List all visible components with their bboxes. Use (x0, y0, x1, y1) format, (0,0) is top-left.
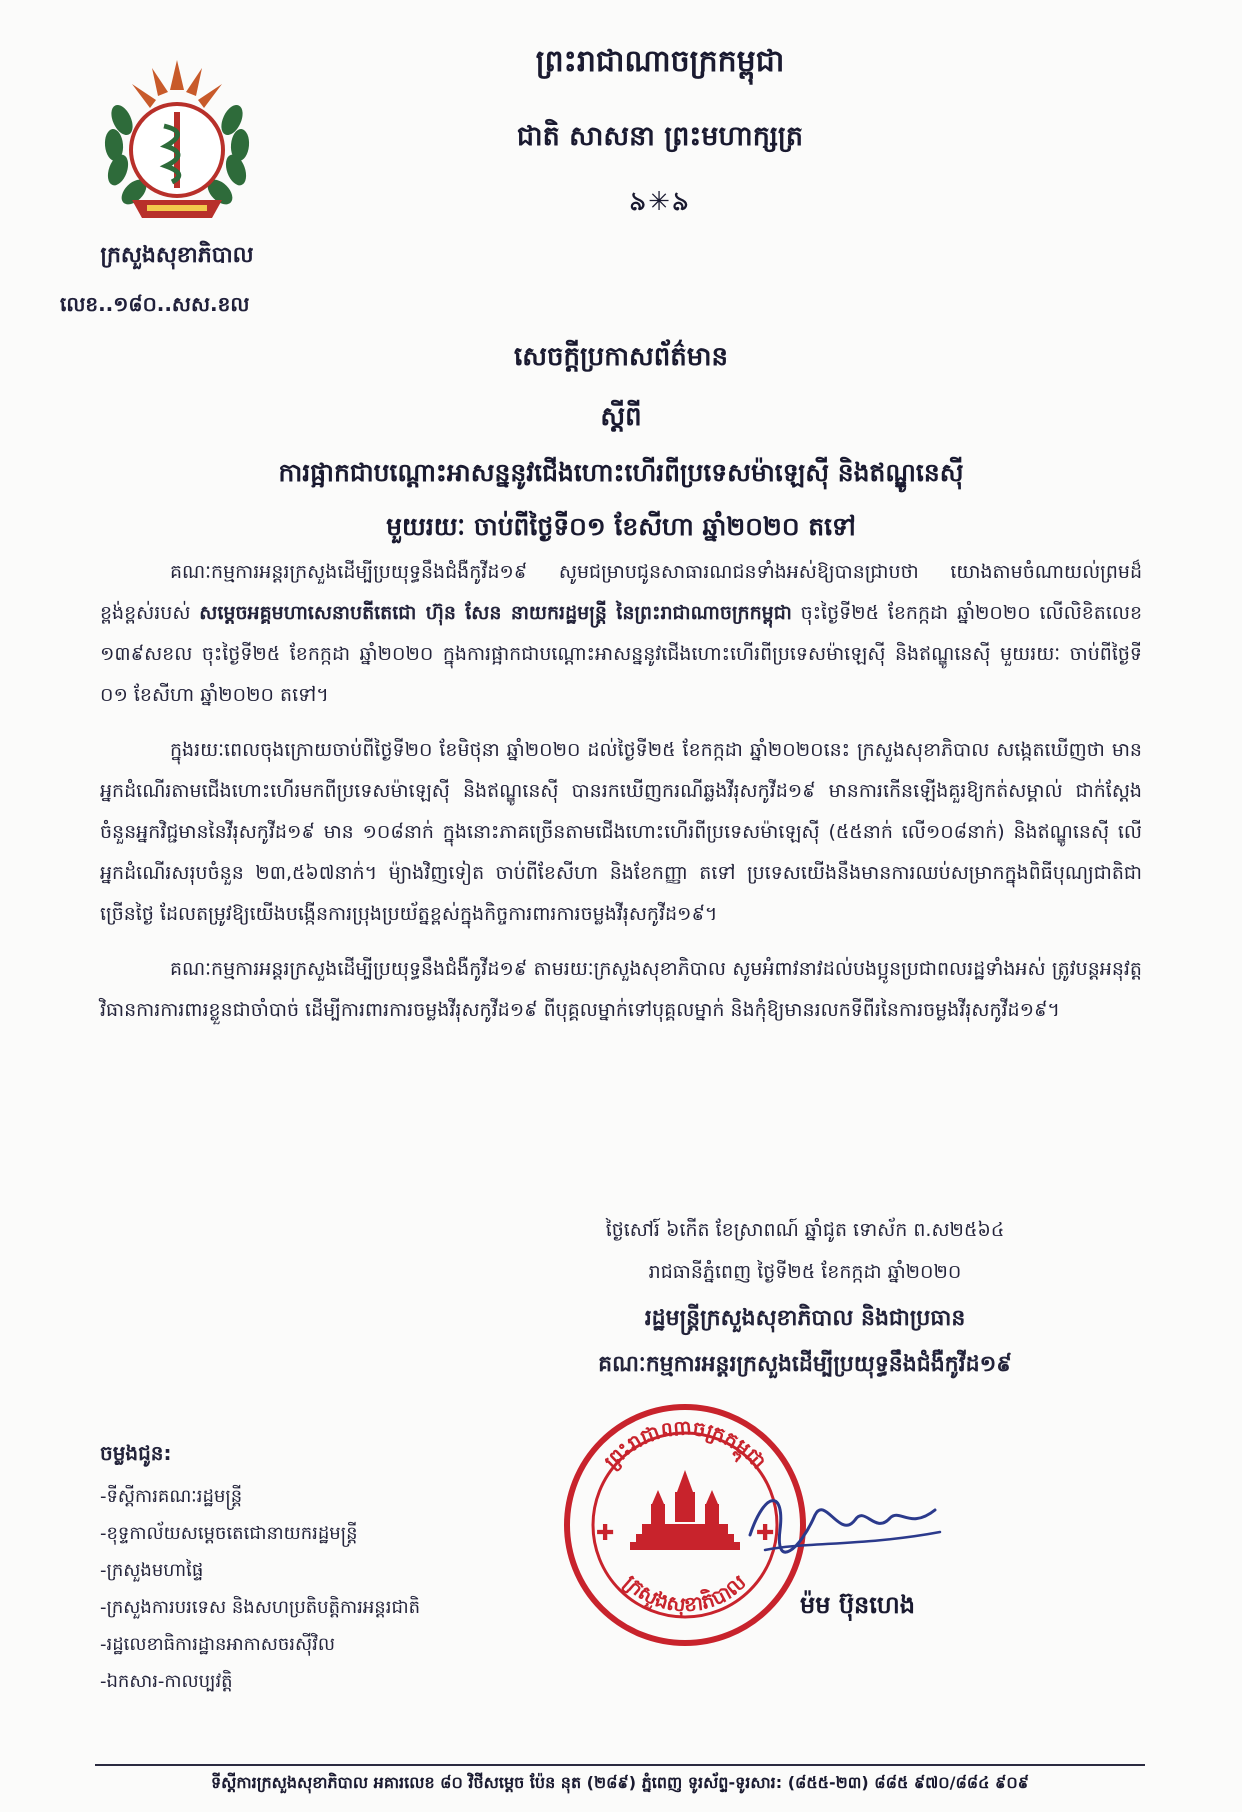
svg-text:ក្រសួងសុខាភិបាល (619, 1570, 751, 1619)
national-motto: ជាតិ សាសនា ព្រះមហាក្សត្រ (516, 121, 804, 152)
svg-text:✚: ✚ (596, 1521, 615, 1546)
document-body (100, 552, 1142, 1045)
handwritten-signature-icon (745, 1480, 945, 1570)
reference-number: លេខ..១៨០..សស.ខល (60, 292, 250, 316)
list-item: -ក្រសួងការបរទេស និងសហប្រតិបត្តិការអន្តរជាតិ (100, 1597, 421, 1618)
kingdom-name: ព្រះរាជាណាចក្រកម្ពុជា (535, 44, 785, 79)
footer-divider (95, 1764, 1145, 1766)
signer-name: ម៉ម ប៊ុនហេង (800, 1591, 915, 1619)
footer-address: ទីស្តីការក្រសួងសុខាភិបាល អគារលេខ ៨០ វិថីសម្តេច ប៉ែន នុត (២៨៩) ភ្នំពេញ ទូរស័ព្ទ-ទូរសារ: (៨៥៥-២៣) ៨៨៥ ៩៧០/៨៨៤ ៩០៩ (210, 1773, 1030, 1792)
paragraph-1 (100, 552, 1142, 716)
signer-position-1: រដ្ឋមន្ត្រីក្រសួងសុខាភិបាល និងជាប្រធាន (644, 1306, 966, 1331)
paragraph-1-text-b: ចុះថ្ងៃទី២៥ ខែកក្កដា ឆ្នាំ២០២០ លើលិខិតលេខ ១៣៩សខល ចុះថ្ងៃទី២៥ ខែកក្កដា ឆ្នាំ២០២០ ក្នុងការផ្អាកជាបណ្តោះអាសន្ននូវជើងហោះហើរពីប្រទេសម៉ាឡេស៊ី និងឥណ្ឌូនេស៊ី មួយរយៈ ចាប់ពីថ្ងៃទី ០១ ខែសីហា ឆ្នាំ២០២០ តទៅ។ (100, 602, 1143, 706)
paragraph-2: ក្នុងរយៈពេលចុងក្រោយចាប់ពីថ្ងៃទី២០ ខែមិថុនា ឆ្នាំ២០២០ ដល់ថ្ងៃទី២៥ ខែកក្កដា ឆ្នាំ២០២០នេះ ក្រសួងសុខាភិបាល សង្កេតឃើញថា មានអ្នកដំណើរតាមជើងហោះហើរមកពីប្រទេសម៉ាឡេស៊ី និងឥណ្ឌូនេស៊ី បានរកឃើញករណីឆ្លងវីរុសកូវីដ១៩ មានការកើនឡើងគួរឱ្យកត់សម្គាល់ ជាក់ស្តែងចំនួនអ្នកវិជ្ជមាននៃវីរុសកូវីដ១៩ មាន ១០៨នាក់ ក្នុងនោះភាគច្រើនតាមជើងហោះហើរពីប្រទេសម៉ាឡេស៊ី (៥៥នាក់ លើ១០៨នាក់) និងឥណ្ឌូនេស៊ី លើអ្នកដំណើរសរុបចំនួន ២៣,៥៦៧នាក់។ ម៉្យាងវិញទៀត ចាប់ពីខែសីហា និងខែកញ្ញា តទៅ ប្រទេសយើងនឹងមានការឈប់សម្រាកក្នុងពិធីបុណ្យជាតិជាច្រើនថ្ងៃ ដែលតម្រូវឱ្យយើងបង្កើនការប្រុងប្រយ័ត្នខ្ពស់ក្នុងកិច្ចការពារការចម្លងវីរុសកូវីដ១៩។ (100, 739, 1142, 925)
ministry-logo-icon (92, 50, 262, 225)
list-item: -ទីស្តីការគណៈរដ្ឋមន្ត្រី (100, 1486, 243, 1507)
ministry-name: ក្រសួងសុខាភិបាល (100, 243, 254, 268)
title-regarding: ស្តីពី (600, 402, 642, 432)
title-press-release: សេចក្តីប្រកាសព័ត៌មាន (513, 342, 729, 372)
seal-text-bottom: ក្រសួងសុខាភិបាល (619, 1569, 751, 1617)
paragraph-1-bold: សម្តេចអគ្គមហាសេនាបតីតេជោ ហ៊ុន សែន នាយករដ្ឋមន្ត្រី នៃព្រះរាជាណាចក្រកម្ពុជា (199, 602, 792, 624)
paragraph-1-text-a: គណៈកម្មការអន្តរក្រសួងដើម្បីប្រយុទ្ធនឹងជំងឺកូវីដ១៩ សូមជម្រាបជូនសាធារណជនទាំងអស់ឱ្យបានជ្រាបថា យោងតាមចំណាយល់ព្រមដ៏ខ្ពង់ខ្ពស់របស់ (100, 561, 1142, 624)
svg-text:✚: ✚ (756, 1521, 775, 1546)
lunar-date: ថ្ងៃសៅរ៍ ៦កើត ខែស្រាពណ៍ ឆ្នាំជូត ទោស័ក ព.ស២៥៦៤ (605, 1219, 1005, 1241)
list-item: -ខុទ្ទកាល័យសម្តេចតេជោនាយករដ្ឋមន្ត្រី (100, 1523, 358, 1544)
list-item: -រដ្ឋលេខាធិការដ្ឋានអាកាសចរស៊ីវិល (100, 1634, 336, 1655)
place-date: រាជធានីភ្នំពេញ ថ្ងៃទី២៥ ខែកក្កដា ឆ្នាំ២០២០ (648, 1261, 962, 1283)
seal-text-top: ព្រះរាជាណាចក្រកម្ពុជា (599, 1415, 771, 1474)
signer-position-2: គណៈកម្មការអន្តរក្រសួងដើម្បីប្រយុទ្ធនឹងជំងឺកូវីដ១៩ (598, 1352, 1012, 1377)
ornament-divider: ৯✳৯ (629, 187, 691, 217)
list-item: -ឯកសារ-កាលប្បវត្តិ (100, 1671, 233, 1692)
cc-distribution-list (100, 1440, 580, 1700)
list-item: -ក្រសួងមហាផ្ទៃ (100, 1560, 204, 1581)
paragraph-3: គណៈកម្មការអន្តរក្រសួងដើម្បីប្រយុទ្ធនឹងជំងឺកូវីដ១៩ តាមរយៈក្រសួងសុខាភិបាល សូមអំពាវនាវដល់បងប្អូនប្រជាពលរដ្ឋទាំងអស់ ត្រូវបន្តអនុវត្តវិធានការការពារខ្លួនជាចាំបាច់ ដើម្បីការពារការចម្លងវីរុសកូវីដ១៩ ពីបុគ្គលម្នាក់ទៅបុគ្គលម្នាក់ និងកុំឱ្យមានរលកទីពីរនៃការចម្លងវីរុសកូវីដ១៩។ (100, 958, 1142, 1021)
kingdom-header (380, 42, 940, 225)
title-subject: ការផ្អាកជាបណ្តោះអាសន្ននូវជើងហោះហើរពីប្រទេសម៉ាឡេស៊ី និងឥណ្ឌូនេស៊ី (278, 458, 964, 487)
title-period: មួយរយៈ ចាប់ពីថ្ងៃទី០១ ខែសីហា ឆ្នាំ២០២០ តទៅ (386, 512, 856, 541)
ministry-header (52, 50, 302, 321)
signature-block (470, 1218, 1140, 1382)
document-title (100, 340, 1142, 548)
cc-title: ចម្លងជូន: (100, 1441, 172, 1465)
